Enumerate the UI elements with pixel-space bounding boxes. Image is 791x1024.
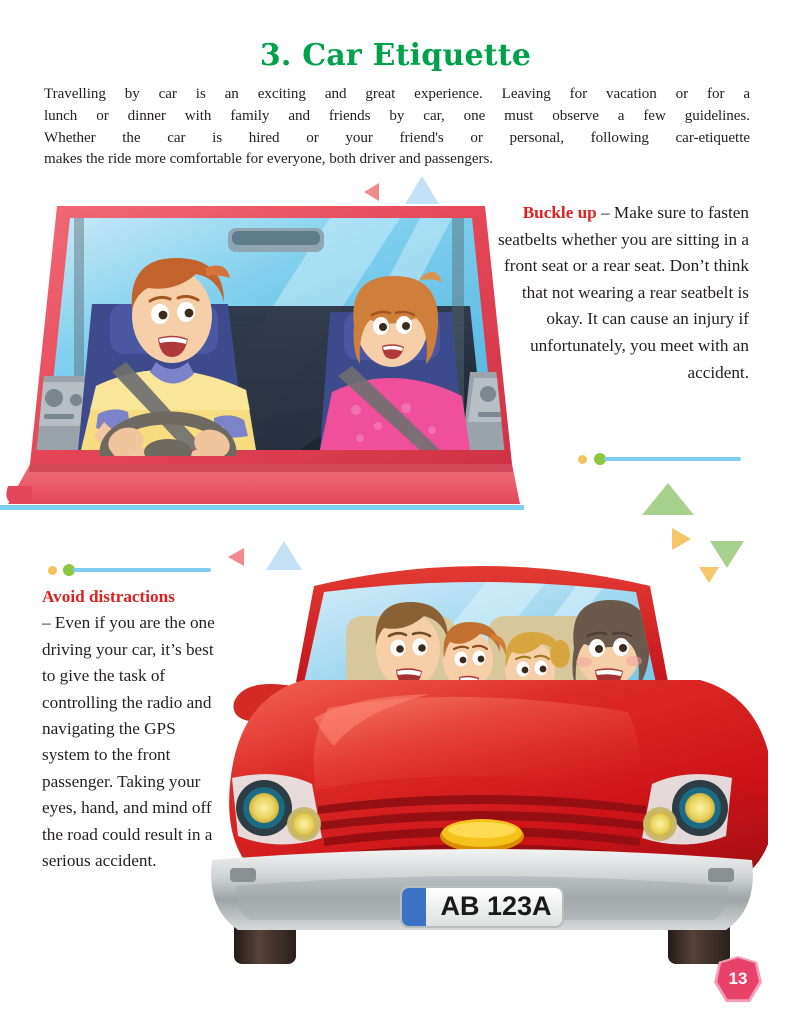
accent-rule-buckle-up xyxy=(604,457,741,461)
license-plate-text: AB 123A xyxy=(440,891,552,921)
headlight-right xyxy=(642,774,732,844)
license-plate xyxy=(400,886,564,928)
section-avoid-distractions-heading: Avoid distractions xyxy=(42,587,175,606)
intro-paragraph xyxy=(44,84,750,171)
section-buckle-up-body: – Make sure to fasten seatbelts whether you are sitting in a front seat or a rear seat. Don’t think that not wearing a rear seatbelt is okay. It can cause an injury if unfortunately, you meet with an accident. xyxy=(497,203,749,382)
dot-orange-icon-left xyxy=(48,566,57,575)
page-number-text: 13 xyxy=(728,969,748,988)
grille-badge-icon xyxy=(440,819,524,852)
section-buckle-up-heading: Buckle up xyxy=(522,203,597,222)
section-buckle-up xyxy=(487,200,749,386)
intro-line-1: Travelling by car is an exciting and great experience. Leaving for vacation or for a xyxy=(44,86,750,102)
section-avoid-distractions-body: – Even if you are the one driving your car, it’s best to give the task of controlling the radio and navigating the GPS system to the front passenger. Taking your eyes, hand, and mind off the road could result in a serious accident. xyxy=(42,613,215,871)
intro-line-3: Whether the car is hired or your friend's or personal, following car-etiquette xyxy=(44,129,750,146)
dot-orange-icon xyxy=(578,455,587,464)
illustration-car-two xyxy=(196,530,768,966)
triangle-green-large-icon xyxy=(642,483,694,515)
illustration-car-one xyxy=(0,186,520,516)
page-title: 3. Car Etiquette xyxy=(259,38,532,73)
accent-rule-avoid-distractions xyxy=(73,568,211,572)
section-avoid-distractions xyxy=(42,584,218,874)
intro-line-4: makes the ride more comfortable for everyone, both driver and passengers. xyxy=(44,151,493,168)
intro-line-2: lunch or dinner with family and friends by car, one must observe a few guidelines. xyxy=(44,107,750,124)
page-number-badge xyxy=(714,956,762,1004)
headlight-left xyxy=(232,774,322,844)
